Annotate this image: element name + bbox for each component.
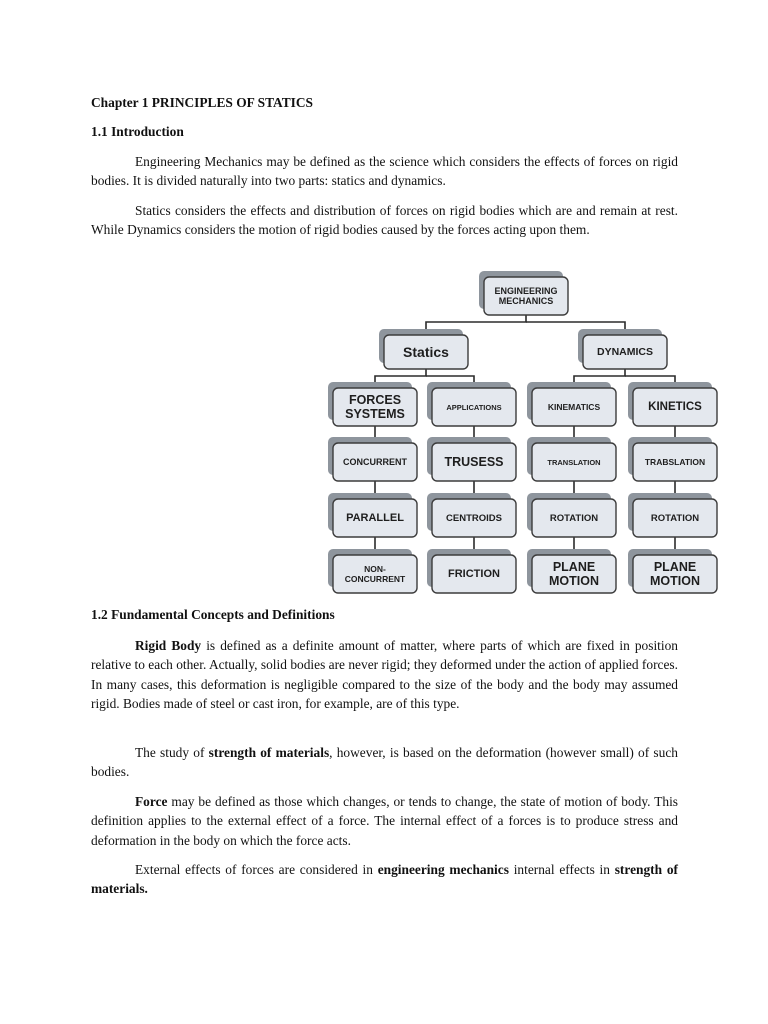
external-text-before: External effects of forces are considered in	[135, 862, 378, 877]
node-statics-parallel-1	[328, 493, 417, 537]
rigid-body-paragraph	[91, 636, 678, 713]
node-statics-non-concurrent-1	[328, 549, 417, 593]
node-dynamics-kinematics-1-label: KINEMATICS	[547, 402, 601, 412]
force-paragraph	[91, 792, 678, 850]
node-dynamics	[578, 329, 667, 369]
node-dynamics-translation-1	[527, 437, 616, 481]
node-dynamics-kinetics-2	[628, 382, 717, 426]
node-statics-applications-2	[427, 382, 516, 426]
node-statics-trusess-2	[427, 437, 516, 481]
node-dynamics-label: DYNAMICS	[596, 346, 654, 358]
engineering-mechanics-diagram	[325, 262, 730, 602]
node-statics	[379, 329, 468, 369]
node-dynamics-plane-motion-1	[527, 549, 616, 593]
node-dynamics-trabslation-2-label: TRABSLATION	[644, 457, 706, 467]
node-dynamics-rotation-2	[628, 493, 717, 537]
node-dynamics-plane-motion-2	[628, 549, 717, 593]
force-text: may be defined as those which changes, or tends to change, the state of motion of body. This definition applies to the external effect of a force. The internal effect of a forces is to produce stress and deformation in the body on which the force acts.	[91, 794, 678, 848]
node-dynamics-rotation-1-label: ROTATION	[549, 512, 599, 524]
intro-paragraph-2: Statics considers the effects and distribution of forces on rigid bodies which are and remain at rest. While Dynamics considers the motion of rigid bodies caused by the forces acting upon them.	[91, 203, 678, 238]
external-text-middle: internal effects in	[508, 862, 615, 877]
node-engineering-mechanics	[479, 271, 568, 315]
strength-term: strength of materials	[208, 745, 330, 760]
engineering-mechanics-term: engineering mechanics	[377, 862, 509, 877]
force-term: Force	[135, 794, 168, 809]
node-statics-parallel-1-label: PARALLEL	[346, 512, 404, 524]
strength-paragraph	[91, 743, 678, 782]
node-dynamics-rotation-1	[527, 493, 616, 537]
section-heading-introduction: 1.1 Introduction	[91, 124, 184, 139]
node-statics-trusess-2-label: TRUSESS	[444, 455, 504, 469]
node-statics-centroids-2-label: CENTROIDS	[446, 512, 502, 524]
chapter-title: Chapter 1 PRINCIPLES OF STATICS	[91, 95, 313, 110]
node-statics-friction-2-label: FRICTION	[448, 568, 500, 580]
node-statics-forces-systems-1-label: FORCES SYSTEMS	[345, 392, 405, 422]
node-statics-non-concurrent-1-label: NON-CONCURRENT	[344, 564, 406, 584]
strength-text-after: , however, is based on the deformation (however small) of such bodies.	[91, 745, 678, 780]
node-statics-applications-2-label: APPLICATIONS	[446, 402, 502, 412]
section-heading-fundamentals: 1.2 Fundamental Concepts and Definitions	[91, 607, 335, 622]
intro-paragraph-1: Engineering Mechanics may be defined as the science which considers the effects of forces on rigid bodies. It is divided naturally into two parts: statics and dynamics.	[91, 154, 678, 189]
rigid-body-text: is defined as a definite amount of matter, where parts of which are fixed in position relative to each other. Actually, solid bodies are never rigid; they deformed under the action of applied forces. In many cases, this deformation is negligible compared to the size of the body and the body may assumed rigid. Bodies made of steel or cast iron, for example, are of this type.	[91, 638, 679, 711]
node-statics-concurrent-1	[328, 437, 417, 481]
node-dynamics-trabslation-2	[628, 437, 717, 481]
rigid-body-term: Rigid Body	[135, 638, 202, 653]
node-statics-forces-systems-1	[328, 382, 417, 426]
strength-text-before: The study of	[135, 745, 209, 760]
node-engineering-mechanics-label: ENGINEERING MECHANICS	[494, 285, 558, 307]
node-statics-label: Statics	[403, 344, 449, 360]
node-dynamics-rotation-2-label: ROTATION	[650, 512, 700, 524]
external-effects-paragraph	[91, 860, 678, 899]
strength-of-materials-term: strength of materials.	[91, 862, 678, 897]
node-dynamics-translation-1-label: TRANSLATION	[547, 457, 601, 467]
node-dynamics-plane-motion-2-label: PLANE MOTION	[650, 559, 700, 589]
node-statics-concurrent-1-label: CONCURRENT	[343, 457, 407, 467]
node-dynamics-kinematics-1	[527, 382, 616, 426]
node-dynamics-plane-motion-1-label: PLANE MOTION	[549, 559, 599, 589]
node-statics-centroids-2	[427, 493, 516, 537]
node-dynamics-kinetics-2-label: KINETICS	[648, 401, 702, 413]
node-statics-friction-2	[427, 549, 516, 593]
